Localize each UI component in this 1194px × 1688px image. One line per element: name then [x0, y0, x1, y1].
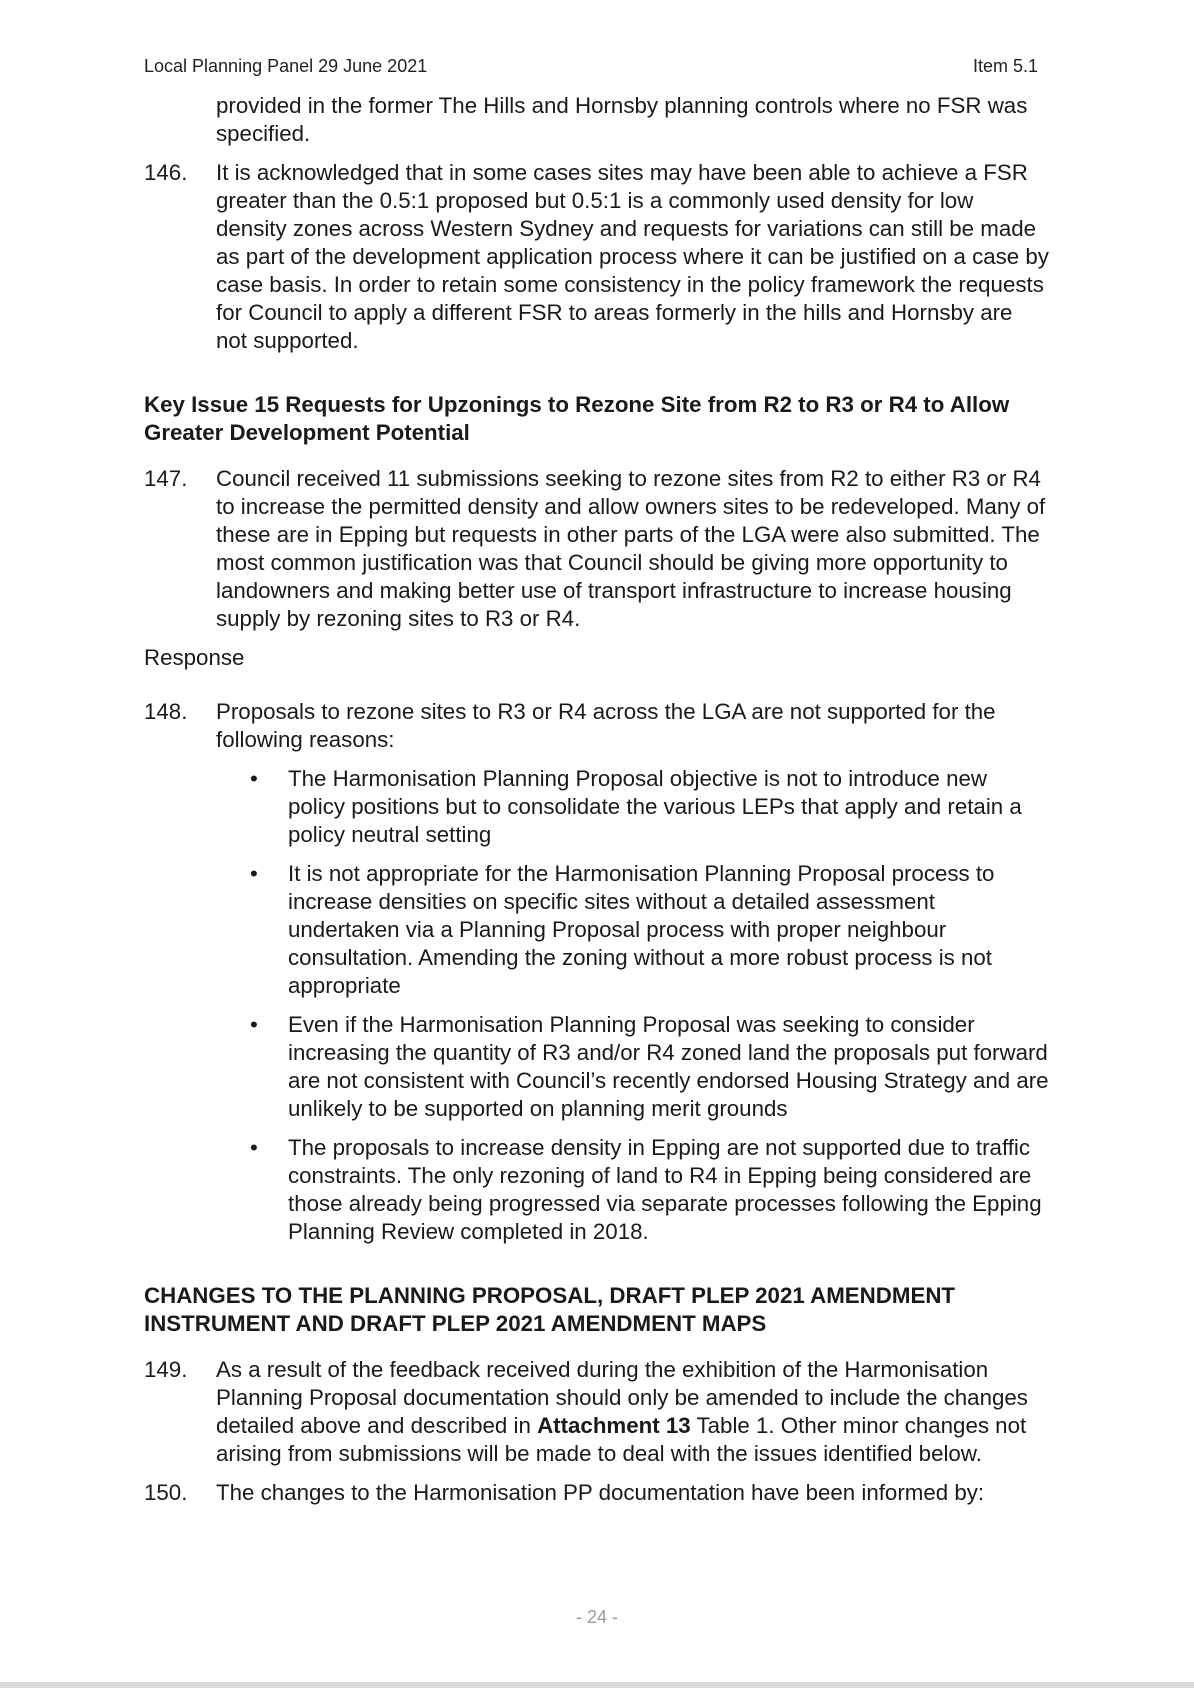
document-body: [144, 92, 1049, 1518]
list-item-text: The proposals to increase density in Epping are not supported due to traffic constraints. The only rezoning of land to R4 in Epping being considered are those already being progressed via separate processes following the Epping Planning Review completed in 2018.: [288, 1135, 1042, 1244]
list-item-text: Even if the Harmonisation Planning Proposal was seeking to consider increasing the quantity of R3 and/or R4 zoned land the proposals put forward are not consistent with Council’s recently endorsed Housing Strategy and are unlikely to be supported on planning merit grounds: [288, 1012, 1049, 1121]
reasons-list: [144, 765, 1049, 1246]
list-item-text: It is not appropriate for the Harmonisation Planning Proposal process to increase densities on specific sites without a detailed assessment undertaken via a Planning Proposal process with proper neighbour consultation. Amending the zoning without a more robust process is not appropriate: [288, 861, 995, 998]
paragraph-number: 148.: [144, 699, 188, 724]
paragraph-number: 150.: [144, 1480, 188, 1505]
paragraph-147: [144, 465, 1049, 633]
paragraph-text: Proposals to rezone sites to R3 or R4 across the LGA are not supported for the following reasons:: [216, 699, 996, 752]
bullet-icon: •: [250, 861, 258, 886]
list-item-text: The Harmonisation Planning Proposal objective is not to introduce new policy positions but to consolidate the various LEPs that apply and retain a policy neutral setting: [288, 766, 1022, 847]
paragraph-149: [144, 1356, 1049, 1468]
list-item: [250, 1011, 1049, 1123]
attachment-reference: Attachment 13: [537, 1413, 691, 1438]
paragraph-number: 149.: [144, 1357, 188, 1382]
paragraph-146: [144, 159, 1049, 355]
heading-key-issue-15: Key Issue 15 Requests for Upzonings to Rezone Site from R2 to R3 or R4 to Allow Greater Development Potential: [144, 392, 1010, 445]
bullet-icon: •: [250, 1135, 258, 1160]
bullet-icon: •: [250, 766, 258, 791]
paragraph-text-after: Table 1. Other minor changes not arising from submissions will be made to deal with the issues identified below.: [216, 1413, 1027, 1466]
paragraph-148: [144, 698, 1049, 754]
page-number: - 24 -: [575, 1607, 618, 1627]
paragraph-continuation: provided in the former The Hills and Hornsby planning controls where no FSR was specified.: [216, 93, 1028, 146]
paragraph-150: [144, 1479, 1049, 1507]
header-meeting-title: Local Planning Panel 29 June 2021: [144, 56, 428, 76]
paragraph-text: It is acknowledged that in some cases sites may have been able to achieve a FSR greater than the 0.5:1 proposed but 0.5:1 is a commonly used density for low density zones across Western Sydney and requests for variations can still be made as part of the development application process where it can be justified on a case by case basis. In order to retain some consistency in the policy framework the requests for Council to apply a different FSR to areas formerly in the hills and Hornsby are not supported.: [216, 160, 1049, 353]
header-item-number: Item 5.1: [972, 56, 1038, 76]
list-item: [250, 765, 1049, 849]
page-bottom-divider: [0, 1682, 1194, 1688]
paragraph-text: The changes to the Harmonisation PP documentation have been informed by:: [216, 1480, 985, 1505]
paragraph-number: 146.: [144, 160, 188, 185]
bullet-icon: •: [250, 1012, 258, 1037]
list-item: [250, 1134, 1049, 1246]
paragraph-text: Council received 11 submissions seeking to rezone sites from R2 to either R3 or R4 to increase the permitted density and allow owners sites to be redeveloped. Many of these are in Epping but requests in other parts of the LGA were also submitted. The most common justification was that Council should be giving more opportunity to landowners and making better use of transport infrastructure to increase housing supply by rezoning sites to R3 or R4.: [216, 466, 1046, 631]
paragraph-text-before: As a result of the feedback received during the exhibition of the Harmonisation Planning Proposal documentation should only be amended to include the changes detailed above and described in: [216, 1357, 1028, 1438]
heading-changes-to-planning-proposal: CHANGES TO THE PLANNING PROPOSAL, DRAFT PLEP 2021 AMENDMENT INSTRUMENT AND DRAFT PLEP 2021 AMENDMENT MAPS: [144, 1283, 956, 1336]
paragraph-number: 147.: [144, 466, 188, 491]
response-label: Response: [144, 645, 245, 670]
list-item: [250, 860, 1049, 1000]
